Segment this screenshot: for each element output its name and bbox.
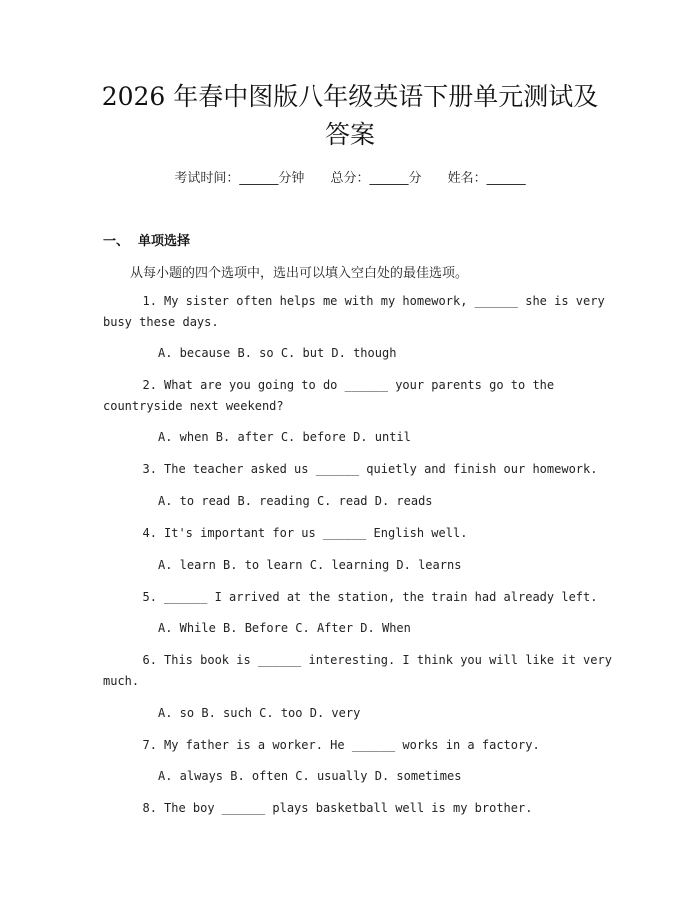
question-5	[103, 587, 598, 608]
question-text: My father is a worker. He ______ works in a factory.	[164, 738, 540, 752]
question-6-options: A. so B. such C. too D. very	[158, 706, 361, 720]
section-instruction: 从每小题的四个选项中，选出可以填入空白处的最佳选项。	[130, 266, 469, 281]
question-number: 5.	[142, 590, 157, 604]
question-2-options: A. when B. after C. before D. until	[158, 430, 411, 444]
question-8	[103, 798, 593, 819]
question-text-continued: much.	[103, 674, 140, 688]
section-title: 单项选择	[138, 234, 191, 249]
question-2	[103, 375, 593, 417]
question-text: It's important for us ______ English well.	[164, 526, 468, 540]
question-1	[103, 291, 605, 333]
title-line-1: 2026 年春中图版八年级英语下册单元测试及	[101, 82, 599, 111]
question-text: ______ I arrived at the station, the train had already left.	[164, 590, 598, 604]
question-7	[103, 735, 593, 756]
section-number: 一、	[103, 234, 130, 249]
question-text-continued: busy these days.	[103, 315, 219, 329]
question-4-options: A. learn B. to learn C. learning D. learns	[158, 558, 462, 572]
question-7-options: A. always B. often C. usually D. sometimes	[158, 769, 462, 783]
question-number: 8.	[142, 801, 157, 815]
student-name-field: 姓名：______	[447, 171, 526, 186]
question-number: 4.	[142, 526, 157, 540]
question-text: The boy ______ plays basketball well is my brother.	[164, 801, 533, 815]
exam-meta	[0, 167, 700, 186]
document-title	[80, 78, 620, 154]
exam-time: 考试时间：______分钟	[174, 171, 305, 186]
question-number: 1.	[142, 294, 157, 308]
section-heading	[103, 230, 190, 249]
question-text: What are you going to do ______ your parents go to the	[164, 378, 555, 392]
question-3-options: A. to read B. reading C. read D. reads	[158, 494, 433, 508]
question-1-options: A. because B. so C. but D. though	[158, 346, 397, 360]
question-4	[103, 523, 593, 544]
question-text-continued: countryside next weekend?	[103, 399, 284, 413]
question-3	[103, 459, 598, 480]
question-6	[103, 650, 612, 692]
question-number: 6.	[142, 653, 157, 667]
question-text: This book is ______ interesting. I think you will like it very	[164, 653, 612, 667]
question-5-options: A. While B. Before C. After D. When	[158, 621, 411, 635]
title-line-2: 答案	[324, 120, 375, 149]
question-number: 3.	[142, 462, 157, 476]
question-number: 7.	[142, 738, 157, 752]
question-text: My sister often helps me with my homework, ______ she is very	[164, 294, 605, 308]
exam-total-score: 总分：______分	[330, 171, 422, 186]
question-number: 2.	[142, 378, 157, 392]
question-text: The teacher asked us ______ quietly and finish our homework.	[164, 462, 598, 476]
